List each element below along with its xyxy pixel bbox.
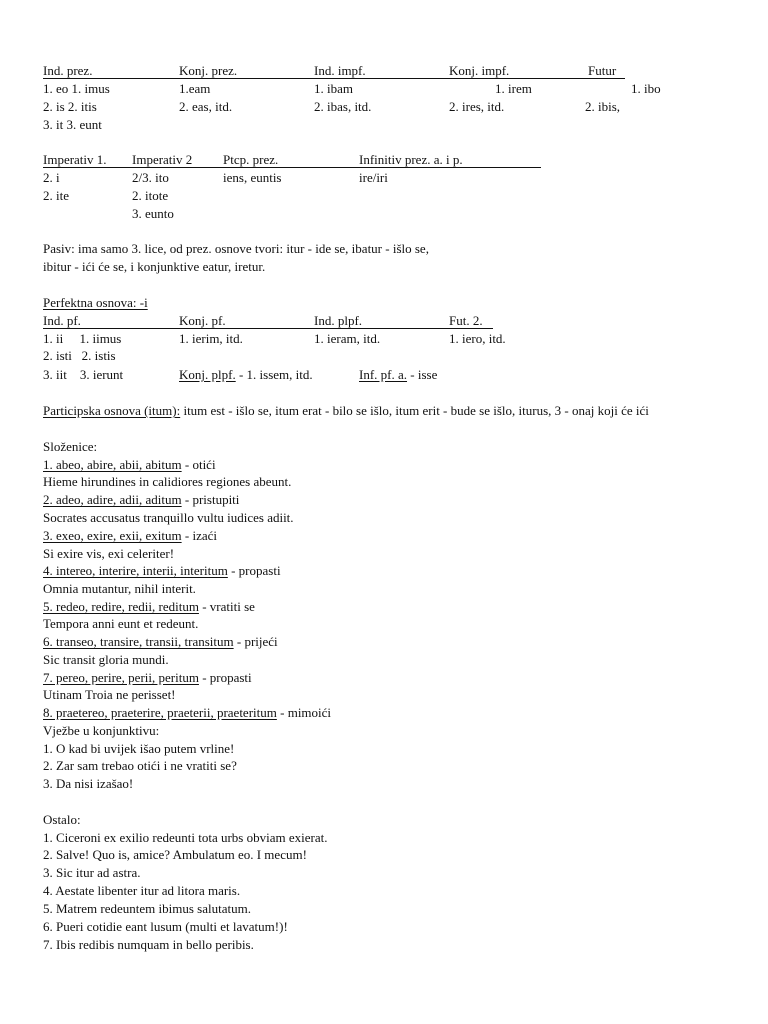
compound-meaning: - vratiti se [198,599,255,614]
inf-pf-value: - isse [407,367,438,382]
list-item [43,633,278,651]
header-infinitiv: Infinitiv prez. a. i p. [359,152,463,167]
compound-form: 5. redeo, redire, redii, reditum [43,599,199,614]
list-item: 2. Zar sam trebao otići i ne vratiti se? [43,758,237,773]
header-ind-plpf: Ind. plpf. [314,313,363,328]
header-konj-prez: Konj. prez. [179,63,238,78]
cell: 2. ibis, [585,99,621,114]
inf-pf [359,366,437,384]
cell: iens, euntis [223,170,282,185]
cell: 2. itote [132,188,169,203]
compound-meaning: - pristupiti [181,492,240,507]
list-item: 4. Aestate libenter itur ad litora maris. [43,883,241,898]
cell: 1. ieram, itd. [314,331,381,346]
example-sentence: Omnia mutantur, nihil interit. [43,581,196,596]
compound-meaning: - propasti [198,670,252,685]
list-item [43,704,331,722]
header-ind-impf: Ind. impf. [314,63,366,78]
header-imperativ-1: Imperativ 1. [43,152,107,167]
cell: 1. iero, itd. [449,331,506,346]
header-ind-pf: Ind. pf. [43,313,81,328]
cell: 2. ite [43,188,69,203]
cell: 2. ibas, itd. [314,99,372,114]
list-item [43,669,252,687]
cell: 2. isti 2. istis [43,348,116,363]
example-sentence: Tempora anni eunt et redeunt. [43,616,199,631]
inf-pf-label: Inf. pf. a. [359,367,408,382]
example-sentence: Socrates accusatus tranquillo vultu iudices adiit. [43,510,294,525]
cell: 1.eam [179,81,211,96]
cell: 1. ibo [631,81,661,96]
document-page [43,0,763,1024]
participle-label: Participska osnova (itum): [43,403,181,418]
section-title: Složenice: [43,439,98,454]
table2-header-rule [43,167,541,168]
text-line: Pasiv: ima samo 3. lice, od prez. osnove tvori: itur - ide se, ibatur - išlo se, [43,241,429,256]
compound-form: 6. transeo, transire, transii, transitum [43,634,234,649]
list-item [43,527,217,545]
list-item: 6. Pueri cotidie eant lusum (multi et lavatum!)! [43,919,288,934]
list-item: 7. Ibis redibis numquam in bello peribis. [43,937,254,952]
cell: ire/iri [359,170,388,185]
cell: 1. ierim, itd. [179,331,243,346]
cell: 2/3. ito [132,170,169,185]
compound-meaning: - prijeći [233,634,278,649]
header-futur: Futur [588,63,617,78]
example-sentence: Hieme hirundines in calidiores regiones abeunt. [43,474,292,489]
header-ind-prez: Ind. prez. [43,63,93,78]
header-konj-pf: Konj. pf. [179,313,226,328]
cell: 2. ires, itd. [449,99,505,114]
list-item [43,491,239,509]
compound-form: 8. praetereo, praeterire, praeterii, praeteritum [43,705,277,720]
table1-header-rule [43,78,625,79]
header-ptcp-prez: Ptcp. prez. [223,152,279,167]
compound-form: 4. intereo, interire, interii, interitum [43,563,228,578]
compound-form: 1. abeo, abire, abii, abitum [43,457,182,472]
cell: 1. eo 1. imus [43,81,110,96]
header-fut-2: Fut. 2. [449,313,483,328]
compound-form: 2. adeo, adire, adii, aditum [43,492,182,507]
cell: 1. irem [495,81,532,96]
cell: 3. iit 3. ierunt [43,367,124,382]
list-item: 3. Da nisi izašao! [43,776,134,791]
compound-meaning: - otići [181,457,216,472]
compound-meaning: - propasti [227,563,281,578]
section-title: Ostalo: [43,812,81,827]
list-item: 2. Salve! Quo is, amice? Ambulatum eo. I mecum! [43,847,307,862]
compound-meaning: - izaći [181,528,217,543]
participle-stem-line [43,402,649,420]
list-item [43,562,281,580]
cell: 1. ii 1. iimus [43,331,122,346]
participle-text: itum est - išlo se, itum erat - bilo se išlo, itum erit - bude se išlo, iturus, 3 - onaj koji će ići [180,403,649,418]
list-item [43,598,255,616]
header-konj-impf: Konj. impf. [449,63,510,78]
list-item: 1. O kad bi uvijek išao putem vrline! [43,741,235,756]
list-item: 1. Ciceroni ex exilio redeunti tota urbs obviam exierat. [43,830,328,845]
cell: 2. eas, itd. [179,99,233,114]
cell: 2. is 2. itis [43,99,97,114]
list-item [43,456,216,474]
list-item: 5. Matrem redeuntem ibimus salutatum. [43,901,251,916]
compound-form: 3. exeo, exire, exii, exitum [43,528,182,543]
example-sentence: Utinam Troia ne perisset! [43,687,176,702]
section-title: Perfektna osnova: -i [43,295,148,310]
konj-plpf [179,366,313,384]
text-line: ibitur - ići će se, i konjunktive eatur, iretur. [43,259,266,274]
cell: 3. eunto [132,206,174,221]
list-item: 3. Sic itur ad astra. [43,865,141,880]
cell: 1. ibam [314,81,353,96]
compound-form: 7. pereo, perire, perii, peritum [43,670,199,685]
cell: 2. i [43,170,60,185]
header-imperativ-2: Imperativ 2 [132,152,193,167]
perfect-header-rule [43,328,493,329]
section-title: Vježbe u konjunktivu: [43,723,160,738]
cell: 3. it 3. eunt [43,117,102,132]
konj-plpf-value: - 1. issem, itd. [235,367,313,382]
example-sentence: Sic transit gloria mundi. [43,652,169,667]
compound-meaning: - mimoići [276,705,332,720]
example-sentence: Si exire vis, exi celeriter! [43,546,175,561]
konj-plpf-label: Konj. plpf. [179,367,236,382]
